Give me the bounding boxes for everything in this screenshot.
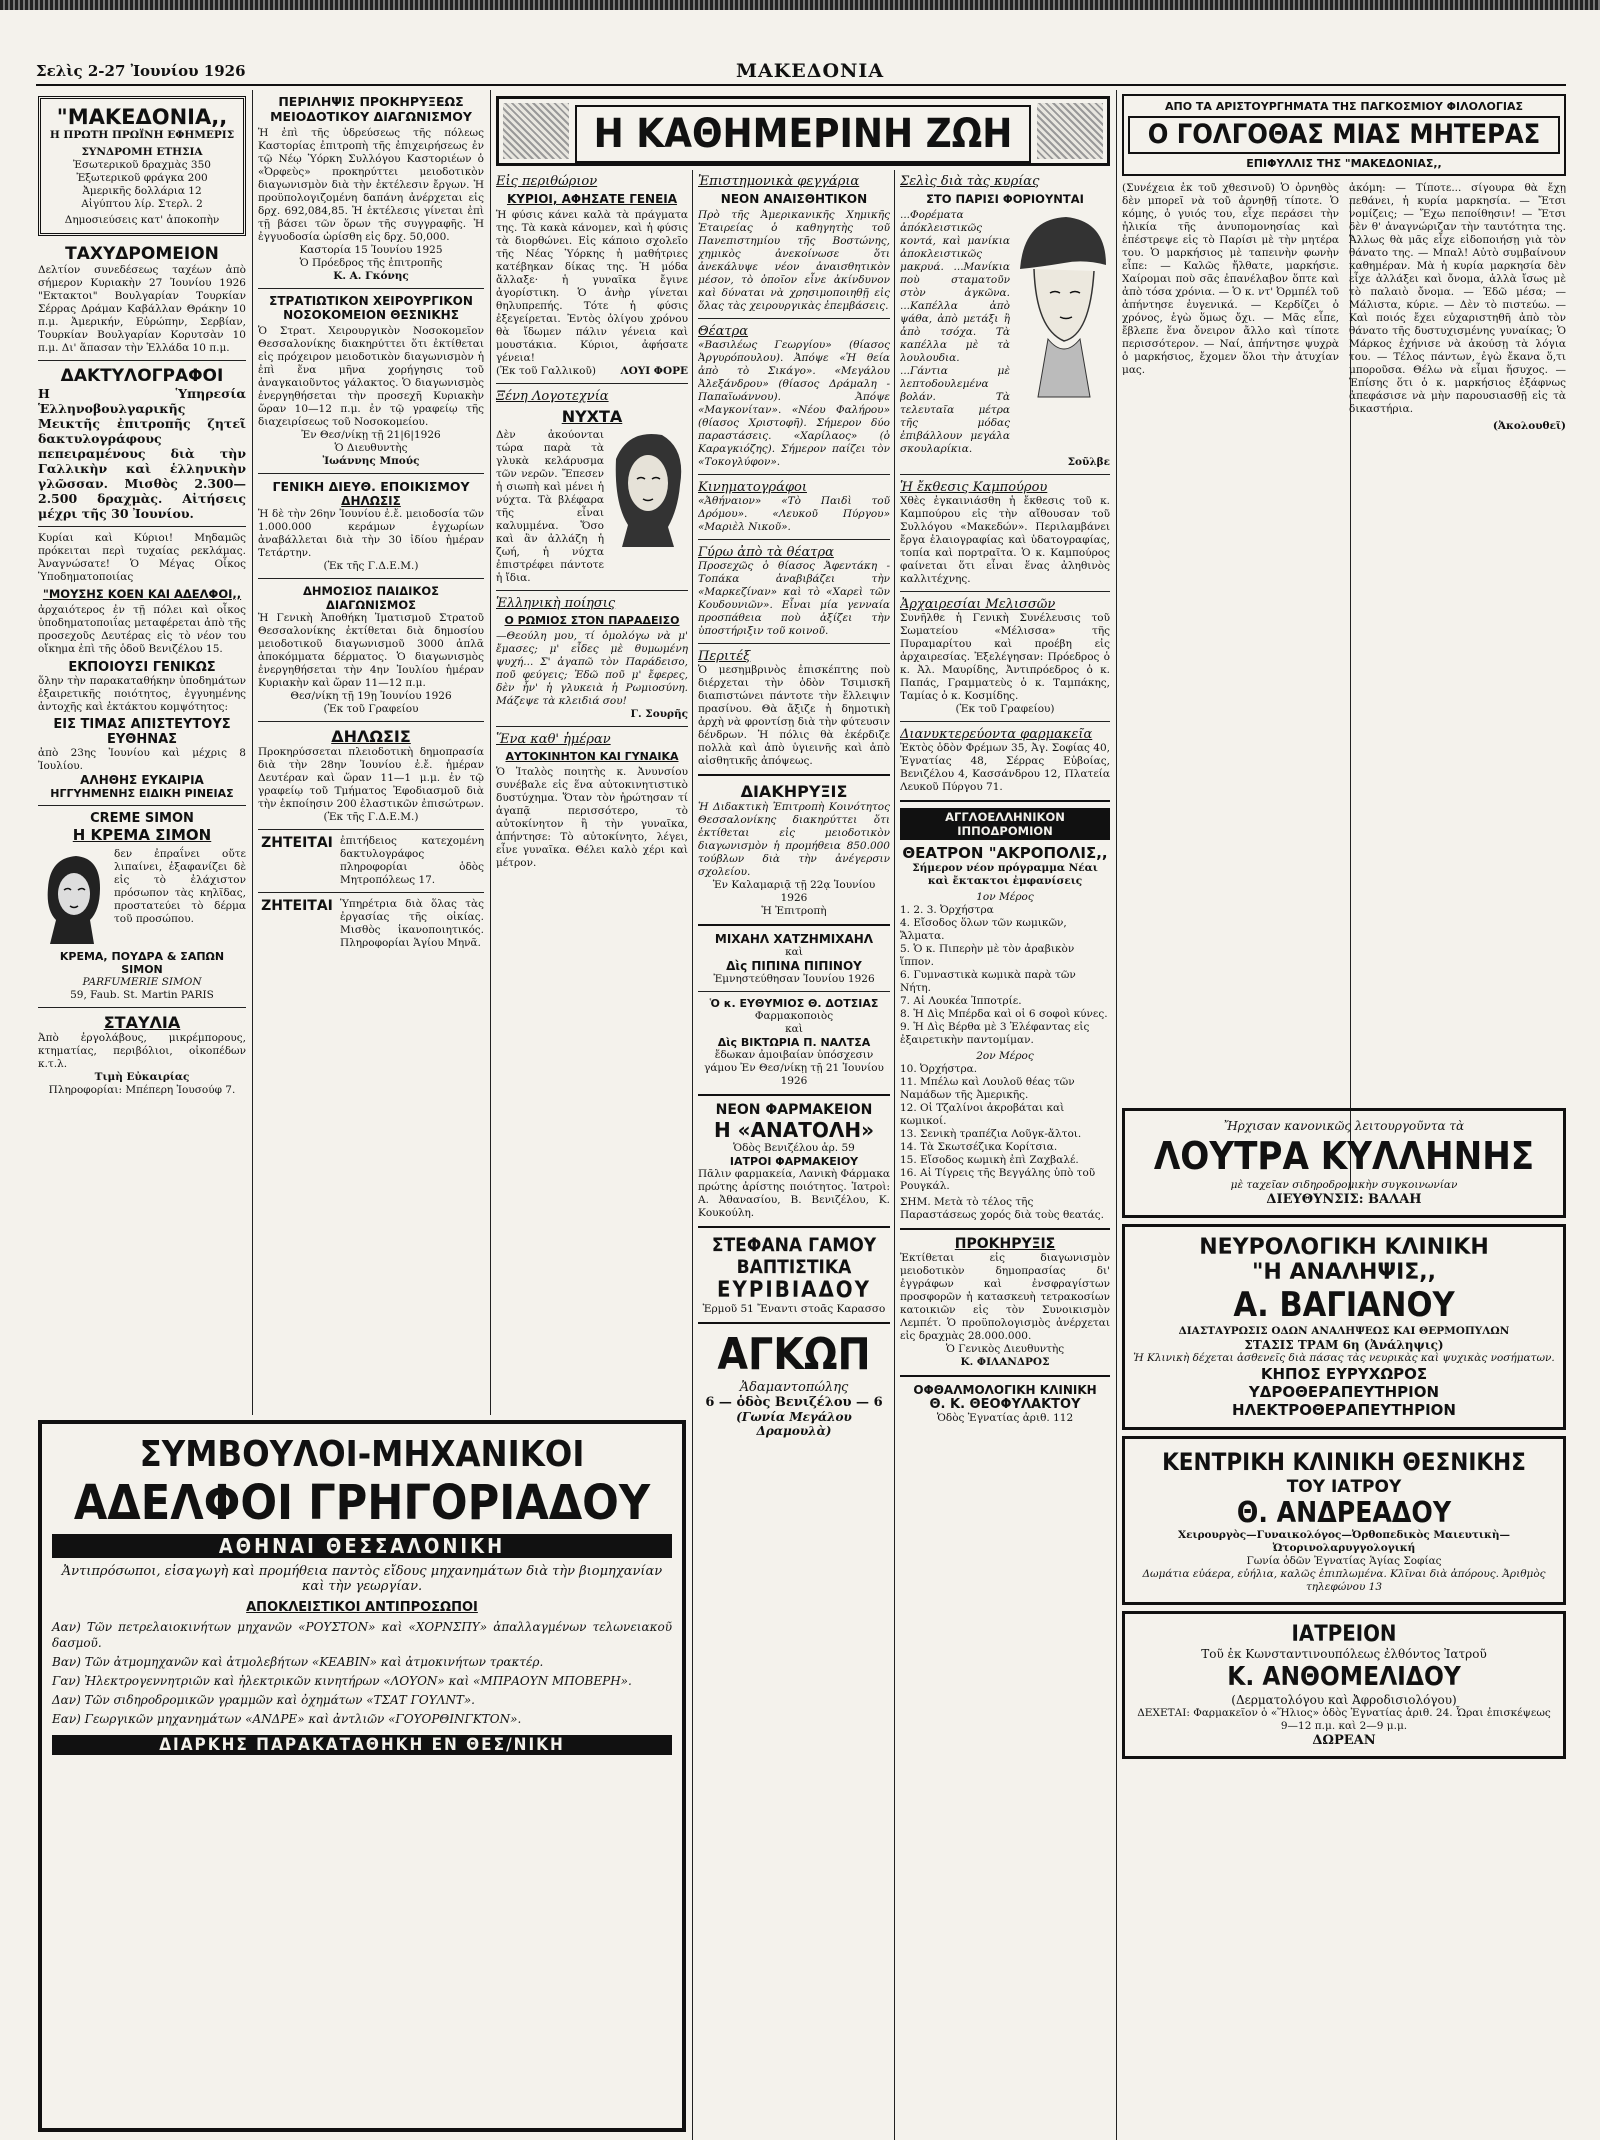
baths-title: ΛΟΥΤΡΑ ΚΥΛΛΗΝΗΣ xyxy=(1153,1134,1535,1178)
serial-title: Ο ΓΟΛΓΟΘΑΣ ΜΙΑΣ ΜΗΤΕΡΑΣ xyxy=(1128,116,1560,154)
article-text: ...Φορέματα ἀπόκλειστικῶς κοντά, καὶ μανίκια ἀποκλειστικῶς μακρυά. ...Μανίκια ποὺ σταματοῦν στὸν ἀγκῶνα. ...Καπέλλα ἀπὸ ψάθα, ἀπὸ μετάξι ἢ ἀπὸ τσόχα. Τὰ καπέλλα μὲ τὰ λουλουδια. ...Γάντια μὲ λεπτοδουλεμένα βολάν. Τὰ τελευταῖα μέτρα τῆς μόδας ἐπιβάλλουν μεγάλα σκουλαρίκια. xyxy=(900,209,1010,455)
clinic-ad xyxy=(1122,1611,1566,1759)
column-divider xyxy=(252,90,253,1415)
ad-line: Γαν) Ἠλεκτρογεννητριῶν καὶ ἠλεκτρικῶν κινητήρων «ΛΟΥΟΝ» καὶ «ΜΠΡΑΟΥΝ ΜΠΟΒΕΡΗ». xyxy=(52,1674,632,1688)
clinic-doctor: Κ. ΑΝΘΟΜΕΛΙΔΟΥ xyxy=(1227,1662,1461,1692)
engagement-note: Ἐμνηστεύθησαν Ἰουνίου 1926 xyxy=(713,973,875,985)
eye-clinic-name: Θ. Κ. ΘΕΟΦΥΛΑΚΤΟΥ xyxy=(929,1397,1081,1412)
grigoriadis-ad xyxy=(38,1420,686,2132)
typists-text: Η Ὑπηρεσία Ἑλληνοβουλγαρικῆς Μεικτῆς ἐπιτροπῆς ζητεῖ δακτυλογράφους πεπειραμένους διὰ τὴν Γαλλικὴν καὶ ἑλληνικὴν γλῶσσαν. Μισθὸς 2.300—2.500 δραχμὰς. Αἰτήσεις μέχρι τῆς 30 Ἰουνίου. xyxy=(38,386,246,521)
hospital-sign: Ὁ Διευθυντὴς xyxy=(334,442,408,454)
sale-guarantee: ΗΓΓΥΗΜΕΝΗΣ ΕΙΔΙΚΗ ΡΙΝΕΙΑΣ xyxy=(50,787,234,800)
supply-from: (Ἐκ τῆς Γ.Δ.Ε.Μ.) xyxy=(323,560,419,572)
supply-text: Ἡ δὲ τὴν 26ην Ἰουνίου ἐ.ἔ. μειοδοσία τῶν 1.000.000 κεράμων ἐγχωρίων ἀναβάλλεται διὰ τὴν 30 ἰδίου ἡμέραν Τετάρτην. xyxy=(258,508,484,559)
clinic-free: ΔΩΡΕΑΝ xyxy=(1312,1733,1376,1748)
theatre-note: ΣΗΜ. Μετὰ τὸ τέλος τῆς Παραστάσεως χορός διὰ τοὺς θεατάς. xyxy=(900,1196,1104,1221)
column-divider xyxy=(1116,90,1117,2140)
theatre-name: ΘΕΑΤΡΟΝ "ΑΚΡΟΠΟΛΙΣ,, xyxy=(902,844,1108,862)
subscription-line: Ἐσωτερικοῦ δραχμὰς 350 xyxy=(73,159,211,171)
program-item: 4. Εἴσοδος ὅλων τῶν κωμικῶν, Ἄλματα. xyxy=(900,917,1067,942)
ad-title-2: ΑΔΕΛΦΟΙ ΓΡΗΓΟΡΙΑΔΟΥ xyxy=(73,1475,651,1531)
ad-sub: Ἀντιπρόσωποι, εἰσαγωγὴ καὶ προμήθεια παντὸς εἴδους μηχανημάτων διὰ τὴν βιομηχανίαν καὶ τὴν γεωργίαν. xyxy=(61,1564,663,1594)
woman-hat-illustration xyxy=(1014,209,1110,399)
clinic-text: ΔΕΧΕΤΑΙ: Φαρμακεῖον ὁ «Ἥλιος» ὁδὸς Ἐγνατίας ἀριθ. 24. Ὧραι ἐπισκέψεως 9—12 π.μ. καὶ 2—9 μ.μ. xyxy=(1137,1707,1551,1732)
serial-text-left: (Συνέχεια ἐκ τοῦ χθεσινοῦ) Ὁ ὀρνηθὸς δὲν μπορεῖ νὰ τοῦ ἀρνηθῇ τίποτε. Ὁ κόμης, ὁ γυιός του, εἶχε περάσει τὴν ἡλικία τῆς ἀνυπομονησίας καὶ ἐπέστρεψε εἰς τὸ Παρίσι μὲ τὴν μητέρα του. Ὁ μαρκήσιος μὲ ταπεινὴν φωνὴν εἶπε: — Καλῶς ἤλθατε, μαρκήσιε. Χαίρομαι ποὺ σᾶς ἐπανέλαβον ὅπτε καὶ ἀπὸ τόσα χρόνια. — Ὁ κ. ντ' Ὀρμπέλ τοῦ ἀπήντησε ἐυγενικά. — Κερδίζει ὁ χρόνος, ἐγὼ ὅμως ὄχι. — Μᾶς εἶπε, ἔβλεπε ἕνα ὄνειρον ἄλλο καὶ τίποτε περισσότερον. — Ναί, ἀπήντησε ψυχρὰ ὁ μαρκήσιος, ἔχομεν ὅλοι τὴν ἀτυχίαν μας. xyxy=(1122,182,1339,376)
article-text: «Βασιλέως Γεωργίου» (θίασος Ἀργυρόπουλου). Ἀπόψε «Ἡ θεία ἀπὸ τὸ Σικάγο». «Μεγάλου Ἀλεξάνδρου» (θίασος Δράμαλη - Παπαϊωάννου). Ἀπόψε «Μαγκονίταν». «Νέου Φαλήρου» (θίασος Χριστοφῆ). Σήμερον δύο παραστάσεις. «Χαρίλαος» (ὁ Καραγκιόζης). Σήμερον παίζει τὸν «Τοκογλύφον». xyxy=(698,339,890,468)
eye-clinic-title: ΟΦΘΑΛΜΟΛΟΓΙΚΗ ΚΛΙΝΙΚΗ xyxy=(913,1383,1097,1397)
wanted-title: ΖΗΤΕΙΤΑΙ xyxy=(261,898,333,914)
ad-line: Βαν) Τῶν ἀτμομηχανῶν καὶ ἀτμολεβήτων «ΚΕΑΒΙΝ» καὶ ἀτμοκινήτων τρακτέρ. xyxy=(52,1655,544,1669)
engagement-groom: ΜΙΧΑΗΛ ΧΑΤΖΗΜΙΧΑΗΛ xyxy=(714,932,874,946)
neuro-garden: ΚΗΠΟΣ ΕΥΡΥΧΩΡΟΣ xyxy=(1260,1365,1428,1383)
contest-name: Κ. Α. Γκόνης xyxy=(333,270,409,282)
shoe-notice: Κυρίαι καὶ Κύριοι! Μηδαμῶς πρόκειται περὶ τυχαίας ρεκλάμας. Ἀναγνώσατε! Ὁ Μέγας Οἶκος Ὑποδηματοποιίας xyxy=(38,532,246,583)
article-author: ΛΟΥΙ ΦΟΡΕ xyxy=(620,365,688,377)
column-6 xyxy=(1122,94,1566,2134)
engagement-and: καὶ xyxy=(785,1023,803,1035)
section-head: Εἰς περιθώριον xyxy=(496,174,598,189)
baths-director: ΔΙΕΥΘΥΝΣΙΣ: ΒΑΛΑΗ xyxy=(1266,1192,1422,1207)
section-head: Ἑλληνικὴ ποίησις xyxy=(496,596,616,611)
section-head: Γύρω ἀπὸ τὰ θέατρα xyxy=(698,545,834,560)
supply-sub: ΔΗΛΩΣΙΣ xyxy=(341,494,401,508)
serial-continued: (Ἀκολουθεῖ) xyxy=(1492,420,1566,432)
post-title: ΤΑΧΥΔΡΟΜΕΙΟΝ xyxy=(65,244,219,264)
section-head: Περιτέξ xyxy=(698,649,751,664)
article-title: ΝΕΟΝ ΑΝΑΙΣΘΗΤΙΚΟΝ xyxy=(720,192,868,206)
eye-clinic-address: Ὁδὸς Ἐγνατίας ἀριθ. 112 xyxy=(936,1412,1074,1424)
wanted-text: Ὑπηρέτρια διὰ ὅλας τὰς ἐργασίας τῆς οἰκίας. Μισθὸς ἱκανοποιητικός. Πληροφορίαι Ἁγίου Μηνᾶ. xyxy=(340,898,484,949)
banner-ornament-left xyxy=(503,103,569,159)
neuro-hydro: ΥΔΡΟΘΕΡΑΠΕΥΤΗΡΙΟΝ xyxy=(1248,1383,1440,1401)
stables-text: Ἀπὸ ἐργολάβους, μικρέμπορους, κτηματίας, περιβόλιοι, οἰκοπέδων κ.τ.λ. xyxy=(38,1032,246,1070)
wanted-title: ΖΗΤΕΙΤΑΙ xyxy=(261,835,333,851)
program-item: 7. Αἱ Λουκέα Ἰπποτρίε. xyxy=(900,995,1022,1007)
ad-footer: ΔΙΑΡΚΗΣ ΠΑΡΑΚΑΤΑΘΗΚΗ ΕΝ ΘΕΣ/ΝΙΚΗ xyxy=(52,1735,672,1755)
ad-lines xyxy=(52,1619,672,1727)
article-text: «Ἀθήναιον» «Τὸ Παιδὶ τοῦ Δρόμου». «Λευκοῦ Πύργου» «Μαριὲλ Νικοῦ». xyxy=(698,495,890,533)
subscription-subtitle: Η ΠΡΩΤΗ ΠΡΩΪΝΗ ΕΦΗΜΕΡΙΣ xyxy=(49,129,235,141)
article-text: —Θεούλη μου, τί ὁμολόγω νὰ μ' ἔμασες; μ' εἶδες μὲ θυμωμένη ψυχή... Σ' ἀγαπῶ τὸν Παράδεισο, ποῦ φεύγεις; Ἐδῶ ποῦ μ' ἔφερες, δὲν ἦν' ἡ γλυκειὰ ἡ Ρωμιοσύνη. Μάζεψε τὰ κλειδιά σου! xyxy=(496,630,688,707)
subscription-line: Αἰγύπτου λίρ. Στερλ. 2 xyxy=(81,198,203,210)
shoe-shop-name: "ΜΟΥΣΗΣ ΚΟΕΝ ΚΑΙ ΑΔΕΛΦΟΙ,, xyxy=(42,587,242,601)
shoe-shop-text: ἀρχαιότερος ἐν τῇ πόλει καὶ οἶκος ὑποδηματοποιΐας μεταφέρεται ἀπὸ τῆς προσεχοῦς Δευτέρας εἰς τὸ νέον του οἴκημα ἐπὶ τῆς ὁδοῦ Βενιζέλου 15. xyxy=(38,604,246,655)
public-date: Θεσ/νίκη τῇ 19ῃ Ἰουνίου 1926 xyxy=(290,690,452,702)
theatre-program-part2 xyxy=(900,1063,1110,1193)
banner-ornament-right xyxy=(1037,103,1103,159)
section-head: Ἡ ἔκθεσις Καμπούρου xyxy=(900,480,1048,495)
central-title: ΚΕΝΤΡΙΚΗ ΚΛΙΝΙΚΗ ΘΕΣΝΙΚΗΣ xyxy=(1162,1448,1526,1476)
program-item: 5. Ὁ κ. Πιπερὴν μὲ τὸν ἀραβικὸν ἵππον. xyxy=(900,943,1075,968)
sale-price-text: ἀπὸ 23ης Ἰουνίου καὶ μέχρις 8 Ἰουλίου. xyxy=(38,747,246,772)
subscription-line: Ἀμερικῆς δολλάρια 12 xyxy=(82,185,202,197)
program-item: 12. Οἱ Τζαλίνοι ἀκροβάται καὶ κωμικοί. xyxy=(900,1102,1065,1127)
header-rule xyxy=(36,84,1566,86)
serial-header xyxy=(1122,94,1566,176)
program-item: 8. Ἡ Δὶς Μπέρδα καὶ οἱ 6 σοφοὶ κύνες. xyxy=(900,1008,1108,1020)
article-title: ΑΥΤΟΚΙΝΗΤΟΝ ΚΑΙ ΓΥΝΑΙΚΑ xyxy=(505,750,679,763)
section-head: Ἐπιστημονικὰ φεγγάρια xyxy=(698,174,860,189)
program-item: 1. 2. 3. Ὀρχήστρα xyxy=(900,904,994,916)
article-title: ΣΤΟ ΠΑΡΙΣΙ ΦΟΡΙΟΥΝΤΑΙ xyxy=(926,192,1084,206)
article-title: ΚΥΡΙΟΙ, ΑΦΗΣΑΤΕ ΓΕΝΕΙΑ xyxy=(506,192,678,206)
notice-name: Κ. ΦΙΛΑΝΔΡΟΣ xyxy=(960,1356,1050,1368)
article-text: Πρὸ τῆς Ἀμερικανικῆς Χημικῆς Ἑταιρείας ὁ καθηγητὴς τοῦ Πανεπιστημίου τῆς Βοστώνης, χημικὸς ἀνεκοίνωσε ὅτι ἀνεκάλυψε νέον ἀναισθητικὸν μέσον, τὸ ὁποῖον εἶνε ἀκίνδυνον καὶ δύναται νὰ χρησιμοποιηθῇ εἰς ὅλας τὰς χειρουργικὰς ἐπεμβάσεις. xyxy=(698,209,890,312)
contest-text: Ἡ ἐπὶ τῆς ὑδρεύσεως τῆς πόλεως Καστορίας ἐπιτροπὴ τῆς ἐπιχειρήσεως ἐν τῷ Νέῳ Ὑόρκη Συλλόγου Καστοριέων ὁ «Ὀρφεὺς» προκηρύττει μειοδοτικὸν διαγωνισμὸν διὰ τὴν ἐκτέλεσιν ἔργων. Ἡ προϋπολογιζομένη δαπάνη ἀνέρχεται εἰς δρχ. 692,084,85. Ἡ ἐκτέλεσις γίνεται ἐπὶ τῇ βάσει τῶν ὅρων τῆς συγγραφῆς. Ἡ ἐγγυοδοσία ὡρίσθη εἰς δρχ. 50,000. xyxy=(258,127,484,243)
pharmacy-title: ΝΕΟΝ ΦΑΡΜΑΚΕΙΟΝ xyxy=(715,1102,873,1118)
stables-title: ΣΤΑΥΛΙΑ xyxy=(103,1013,181,1032)
neuro-name: "Η ΑΝΑΛΗΨΙΣ,, xyxy=(1251,1260,1437,1285)
banner-title: Η ΚΑΘΗΜΕΡΙΝΗ ΖΩΗ xyxy=(575,105,1031,163)
article-text: Χθὲς ἐγκαινιάσθη ἡ ἔκθεσις τοῦ κ. Καμπούρου εἰς τὴν αἴθουσαν τοῦ Συλλόγου «Μακεδών». Περιλαμβάνει ἔργα ἐλαιογραφίας καὶ ὑδατογραφίας, τοπία καὶ πορτραῖτα. Ὁ κ. Καμπούρος φαίνεται ὅτι εἶναι ἕνας ἀληθινὸς καλλιτέχνης. xyxy=(900,495,1110,585)
agkop-sub: Ἀδαμαντοπώλης xyxy=(739,1380,849,1395)
hospital-text: Ὁ Στρατ. Χειρουργικὸν Νοσοκομεῖον Θεσσαλονίκης διακηρύττει ὅτι ἐκτίθεται εἰς πρόχειρον μειοδοτικὸν διαγωνισμὸν ἡ ἐπὶ ἕνα μῆνα χορήγησις τοῦ ἀναγκαιοῦντος γάλακτος. Ὁ διαγωνισμὸς ἐνεργηθήσεται τὴν προσεχῆ Κυριακὴν ὥραν 10—12 π.μ. ἐν τῷ γραφείῳ τῆς διαχειρίσεως τοῦ Νοσοκομείου. xyxy=(258,325,484,428)
column-divider xyxy=(490,90,491,1415)
article-author: Σοῦλβε xyxy=(1067,456,1110,468)
declaration-from: (Ἐκ τῆς Γ.Δ.Ε.Μ.) xyxy=(323,811,419,823)
announce-text: Ἡ Διδακτικὴ Ἐπιτροπὴ Κοινότητος Θεσσαλονίκης διακηρύττει ὅτι ἐκτίθεται εἰς μειοδοτικὸν διαγωνισμὸν ἡ προμήθεια 850.000 τούβλων διὰ τὴν ἀνέγερσιν σχολείου. xyxy=(698,801,890,878)
cream-text: δεν ἐπραΐνει οὔτε λιπαίνει, ἐξαφανίζει δὲ εἰς τὸ ἐλάχιστον πρόσωπον τὰς κηλῖδας, προστατεύει τὸ δέρμα τοῦ προσώπου. xyxy=(114,848,246,925)
poem-text: Δὲν ἀκούονται τώρα παρὰ τὰ γλυκὰ κελάρυσμα τῶν νερῶν. Ἔπεσεν ἡ σιωπὴ καὶ μένει ἡ νύχτα. Τὰ βλέφαρα τῆς εἶναι καλυμμένα. Ὅσο καὶ ἂν ἀλλάζη ἡ ζωή, ἡ νύχτα ἐπιστρέφει πάντοτε ἡ ἴδια. xyxy=(496,429,604,584)
contest-sign: Ὁ Πρόεδρος τῆς ἐπιτροπῆς xyxy=(299,257,443,269)
neuro-text: Ἡ Κλινικὴ δέχεται ἀσθενεῖς διὰ πάσας τὰς νευρικὰς καὶ ψυχικὰς νοσήματων. xyxy=(1133,1352,1555,1364)
pharmacy-address: Ὁδὸς Βενιζέλου ἀρ. 59 xyxy=(733,1142,855,1154)
engagement-groom: Ὁ κ. ΕΥΘΥΜΙΟΣ Θ. ΔΟΤΣΙΑΣ xyxy=(709,997,879,1010)
article-author: Γ. Σουρῆς xyxy=(630,708,688,720)
neuro-doctor: Α. ΒΑΓΙΑΝΟΥ xyxy=(1233,1285,1455,1325)
ad-line: Εαν) Γεωργικῶν μηχανημάτων «ΑΝΔΡΕ» καὶ ἀντλιῶν «ΓΟΥΟΡΘΙΝΓΚΤΟΝ». xyxy=(52,1712,522,1726)
serial-text-right: ἀκόμη: — Τίποτε... σίγουρα θὰ ἔχῃ πεθάνει, ἡ κυρία μαρκησία. — Ἔτσι νομίζεις; — Ἔχω πεποίθησιν! — Ἔτσι δὲν θ' ἀναγνώριζαν τὴν ταυτότητα της. Ἄλλως θὰ μᾶς εἶχε εἰδοποιήσῃ γιὰ τὸν θάνατο της. — Μπαλ! Αὐτὸ συμβαίνουν καθημέραν. Μὰ ἡ κυρία μαρκησία δὲν εἶχε ἀλλάξει καὶ ὄνομα, ἀλλὰ ἴσως μὲ τὸ παλαιὸ ὄνομα. — Ἐδῶ μέσα; — Μάλιστα, κύριε. — Δὲν τὸ πιστεύω. — Καὶ ποιός ἔχει εὐχαριστηθῆ ἀπὸ τὸν θάνατο τῆς δυστυχισμένης γυναίκας; Ὁ Μάρκος ἐχήνισε νὰ ἀκούσῃ τὰ λόγια του. — Τέλος πάντων, ἐγὼ ἔκανα ὅ,τι μποροῦσα. Θέλω νὰ εἶμαι ἥσυχος. — Ἐπίσης ὅτι ὁ κ. μαρκήσιος ἐξάφνως ἀπεφάσισε νὰ μὴν παρουσιασθῇ εἰς τὰ δικαστήρια. xyxy=(1349,182,1566,415)
section-head: Διανυκτερεύοντα φαρμακεῖα xyxy=(900,727,1093,742)
column-2 xyxy=(258,94,484,1416)
ad-title-1: ΣΥΜΒΟΥΛΟΙ-ΜΗΧΑΝΙΚΟΙ xyxy=(139,1434,585,1475)
central-sub: ΤΟΥ ΙΑΤΡΟΥ xyxy=(1286,1477,1402,1497)
subscription-line: Ἐξωτερικοῦ φράγκα 200 xyxy=(76,172,208,184)
agkop-corner: (Γωνία Μεγάλου Δραμουλὰ) xyxy=(736,1410,852,1438)
neuro-electro: ΗΛΕΚΤΡΟΘΕΡΑΠΕΥΤΗΡΙΟΝ xyxy=(1232,1401,1456,1419)
notice-text: Ἐκτίθεται εἰς διαγωνισμὸν μειοδοτικὸν δημοπρασίας δι' ἐγγράφων καὶ ἐνσφραγίστων προσφορῶν ἡ κατασκευὴ τετρακοσίων κατοικιῶν εἰς τὸν Συνοικισμὸν Λεμπέτ. Ὁ προϋπολογισμὸς ἀνέρχεται εἰς δραχμὰς 28.000.000. xyxy=(900,1252,1110,1342)
program-item: 13. Σενικὴ τραπέζια Λοῦγκ-ἄλτοι. xyxy=(900,1128,1082,1140)
sale-real: ΑΛΗΘΗΣ ΕΥΚΑΙΡΙΑ xyxy=(80,773,204,787)
section-head: Ξένη Λογοτεχνία xyxy=(496,389,609,404)
clinic-title: ΙΑΤΡΕΙΟΝ xyxy=(1291,1622,1397,1647)
hospital-date: Ἐν Θεσ/νίκῃ τῇ 21|6|1926 xyxy=(301,429,441,441)
stables-where: Πληροφορίαι: Μπέπερη Ἰουσούφ 7. xyxy=(48,1084,236,1096)
pharmacy-name: Η «ΑΝΑΤΟΛΗ» xyxy=(713,1118,875,1142)
daily-life-banner xyxy=(496,96,1110,166)
cream-address: 59, Faub. St. Martin PARIS xyxy=(70,989,214,1001)
column-1 xyxy=(38,96,246,1416)
page-date: Σελὶς 2-27 Ἰουνίου 1926 xyxy=(36,62,246,80)
theatre-part2: 2ον Μέρος xyxy=(976,1050,1034,1062)
wanted-text: ἐπιτήδειος κατεχομένη δακτυλογράφος πληροφορίαι ὁδὸς Μητροπόλεως 17. xyxy=(340,835,484,886)
central-clinic-ad xyxy=(1122,1436,1566,1605)
public-text: Ἡ Γενικὴ Ἀποθήκη Ἰματισμοῦ Στρατοῦ Θεσσαλονίκης ἐκτίθεται διὰ δημοσίου μειοδοτικοῦ διαγωνισμοῦ 3000 ἀπλᾶ ἀποκόμματα δέρματος. Ὁ διαγωνισμὸς ἐνεργηθήσεται τὴν 4ην Ἰουλίου ἡμέραν Κυριακὴν καὶ ὥραν 11—12 π.μ. xyxy=(258,612,484,689)
section-head: Ἕνα καθ' ἡμέραν xyxy=(496,732,611,747)
column-divider xyxy=(894,170,895,2140)
central-doctor: Θ. ΑΝΔΡΕΑΔΟΥ xyxy=(1236,1496,1452,1529)
announce-date: Ἐν Καλαμαριᾷ τῇ 22ᾳ Ἰουνίου 1926 xyxy=(712,879,876,904)
section-head: Κινηματογράφοι xyxy=(698,480,807,495)
engagement-role: Φαρμακοποιὸς xyxy=(754,1010,834,1022)
sale-price-heading: ΕΙΣ ΤΙΜΑΣ ΑΠΙΣΤΕΥΤΟΥΣ ΕΥΘΗΝΑΣ xyxy=(53,717,231,747)
baths-ad xyxy=(1122,1108,1566,1218)
contest-title: ΠΕΡΙΛΗΨΙΣ ΠΡΟΚΗΡΥΞΕΩΣ ΜΕΙΟΔΟΤΙΚΟΥ ΔΙΑΓΩΝΙΣΜΟΥ xyxy=(270,94,472,124)
hospital-name: Ἰωάννης Μπούς xyxy=(322,455,420,467)
neuro-stop: ΣΤΑΣΙΣ ΤΡΑΜ 6η (Ἀνάληψις) xyxy=(1244,1338,1444,1352)
serial-top: ΑΠΟ ΤΑ ΑΡΙΣΤΟΥΡΓΗΜΑΤΑ ΤΗΣ ΠΑΓΚΟΣΜΙΟΥ ΦΙΛΟΛΟΓΙΑΣ xyxy=(1165,100,1523,113)
neuro-title: ΝΕΥΡΟΛΟΓΙΚΗ ΚΛΙΝΙΚΗ xyxy=(1199,1235,1489,1260)
article-text: Συνῆλθε ἡ Γενικὴ Συνέλευσις τοῦ Σωματείου «Μέλισσα» τῆς Πυραμαρίτου καὶ προέβη εἰς ἀρχαιρεσίας. Ἐξελέγησαν: Πρόεδρος ὁ κ. Ἀλ. Μαυρίδης, Ἀντιπρόεδρος ὁ κ. Παπάς, Γραμματεὺς ὁ κ. Ταμπάκης, Ταμίας ὁ κ. Κοσμίδης. xyxy=(900,612,1110,702)
engagement-bride: Δὶς ΒΙΚΤΩΡΙΑ Π. ΝΑΛΤΣΑ xyxy=(717,1036,871,1049)
ad-head: ΑΠΟΚΛΕΙΣΤΙΚΟΙ ΑΝΤΙΠΡΟΣΩΠΟΙ xyxy=(246,1600,478,1615)
cream-maker: ΚΡΕΜΑ, ΠΟΥΔΡΑ & ΣΑΠΩΝ SIMON xyxy=(59,950,225,976)
theatre-program-part1 xyxy=(900,904,1110,1047)
serial-sub: ΕΠΙΦΥΛΛΙΣ ΤΗΣ "ΜΑΚΕΔΟΝΙΑΣ,, xyxy=(1246,157,1442,170)
cream-brand: CREME SIMON xyxy=(90,811,194,826)
supply-title: ΓΕΝΙΚΗ ΔΙΕΥΘ. ΕΠΟΙΚΙΣΜΟΥ xyxy=(272,479,470,494)
cream-title: Η ΚΡΕΜΑ ΣΙΜΟΝ xyxy=(72,826,212,844)
top-ornament xyxy=(0,0,1600,10)
typists-title: ΔΑΚΤΥΛΟΓΡΑΦΟΙ xyxy=(60,366,224,386)
section-head: Ἀρχαιρεσίαι Μελισσῶν xyxy=(900,597,1056,612)
declaration-title: ΔΗΛΩΣΙΣ xyxy=(331,727,411,746)
subscription-box xyxy=(38,96,246,236)
article-text: Ὁ Ἰταλὸς ποιητὴς κ. Ἀνυνσίου συνέβαλε εἰς ἕνα αὐτοκινητιστικὸ δυστύχημα. Ὅταν τὸν ἠρώτησαν τί ἀγαπᾷ περισσότερο, τὸ αὐτοκίνητον ἢ τὴν γυναῖκα, ἀπήντησε: Τὸ αὐτοκίνητο, λέγει, εἶνε γυναῖκα. Θέλει καλὸ χέρι καὶ μέτρον. xyxy=(496,766,688,869)
article-text: Ὁ μεσημβρινὸς ἐπισκέπτης ποὺ διέρχεται τὴν ὁδὸν Τσιμισκῆ διαπιστώνει πάντοτε τὴν ἔλλειψιν πρασίνου. Θὰ ἄξιζε ἡ δημοτικὴ ἀρχὴ νὰ φροντίσῃ διὰ τὴν φύτευσιν δένδρων. Ἡ πόλις θὰ ἐκέρδιζε πολλὰ καὶ ἀπὸ ὑγιεινῆς καὶ ἀπὸ αἰσθητικῆς ἀπόψεως. xyxy=(698,664,890,767)
clinic-spec: (Δερματολόγου καὶ Ἀφροδισιολόγου) xyxy=(1231,1693,1457,1707)
program-item: 6. Γυμναστικὰ κωμικὰ παρὰ τῶν Νήτη. xyxy=(900,969,1076,994)
program-item: 10. Ὀρχήστρα. xyxy=(900,1063,978,1075)
contest-date: Καστορία 15 Ἰουνίου 1925 xyxy=(299,244,443,256)
central-address: Γωνία ὁδῶν Ἐγνατίας Ἁγίας Σοφίας xyxy=(1246,1555,1442,1567)
woman-face-illustration xyxy=(608,429,688,549)
subscription-heading: ΣΥΝΔΡΟΜΗ ΕΤΗΣΙΑ xyxy=(81,146,203,158)
neuro-sub: ΔΙΑΣΤΑΥΡΩΣΙΣ ΟΔΩΝ ΑΝΑΛΗΨΕΩΣ ΚΑΙ ΘΕΡΜΟΠΥΛΩΝ xyxy=(1178,1325,1510,1337)
ad-line: Ααν) Τῶν πετρελαιοκινήτων μηχανῶν «ΡΟΥΣΤΟΝ» καὶ «ΧΟΡΝΣΠΥ» ἀπαλλαγμένων τελωνειακοῦ δασμοῦ. xyxy=(52,1620,672,1650)
column-divider xyxy=(692,170,693,2140)
article-text: Προσεχῶς ὁ θίασος Ἀφεντάκη - Τοπάκα ἀναβιβάζει τὴν «Μαρκεζίναν» καὶ τὸ «Χαρεὶ τῶν Κουδουνιῶν». Εἶναι μία γενναία προσπάθεια ποὺ ἀξίζει τὴν ὑποστήριξιν τοῦ κοινοῦ. xyxy=(698,560,890,637)
program-item: 15. Εἴσοδος κωμικὴ ἐπὶ Ζαχβαλέ. xyxy=(900,1154,1079,1166)
program-item: 9. Ἡ Δὶς Βέρθα μὲ 3 Ἐλέφαντας εἰς ἐξαιρετικὴν παντομίμαν. xyxy=(900,1021,1090,1046)
post-text: Δελτίον συνεδέσεως ταχέων ἀπὸ σήμερον Κυριακὴν 27 Ἰουνίου 1926 "Εκτακτοι" Βουλγαρίαν Τουρκίαν Σέρρας Δράμαν Καβάλλαν Θράκην 10 π.μ. Ἀμερικήν, Εὐρώπην, Σερβίαν, Τουρκίαν Βουλγαρίαν Κορυτσὰν 10 π.μ. Δι' ἅπασαν τὴν Ἑλλάδα 10 π.μ. xyxy=(38,264,246,354)
program-item: 14. Τὰ Σκωτσέζικα Κορίτσια. xyxy=(900,1141,1058,1153)
program-item: 16. Αἱ Τίγρεις τῆς Βεγγάλης ὑπὸ τοῦ Ρουγκάλ. xyxy=(900,1167,1096,1192)
column-5 xyxy=(900,174,1110,2134)
pharmacy-doctors-heading: ΙΑΤΡΟΙ ΦΑΡΜΑΚΕΙΟΥ xyxy=(729,1155,859,1168)
woman-portrait-illustration xyxy=(38,848,108,946)
masthead-title: ΜΑΚΕΔΟΝΙΑ xyxy=(736,60,885,82)
article-source: (Ἐκ τοῦ Γραφείου) xyxy=(955,703,1055,715)
clinic-sub: Τοῦ ἐκ Κωνσταντινουπόλεως ἐλθόντος Ἰατροῦ xyxy=(1201,1647,1487,1661)
theatre-part1: 1ον Μέρος xyxy=(976,891,1034,903)
program-item: 11. Μπέλω καὶ Λουλοῦ θέας τῶν Ναμάδων τῆς Ἀμερικῆς. xyxy=(900,1076,1075,1101)
agkop-address: 6 — ὁδὸς Βενιζέλου — 6 xyxy=(705,1395,883,1410)
ad-cities: ΑΘΗΝΑΙ ΘΕΣΣΑΛΟΝΙΚΗ xyxy=(52,1534,672,1558)
central-text: Δωμάτια εὐάερα, εὐήλια, καλῶς ἐπιπλωμένα. Κλῖναι διὰ ἀπόρους. Ἀριθμὸς τηλεφώνου 13 xyxy=(1142,1568,1546,1593)
hippodrome-title: ΑΓΓΛΟΕΛΛΗΝΙΚΟΝ ΙΠΠΟΔΡΟΜΙΟΝ xyxy=(900,808,1110,840)
article-source: (Ἐκ τοῦ Γαλλικοῦ) xyxy=(496,365,596,377)
subscription-line: Δημοσιεύσεις κατ' ἀποκοπὴν xyxy=(64,214,220,226)
announce-sign: Ἡ Ἐπιτροπὴ xyxy=(761,905,827,917)
engagement-and: καὶ xyxy=(785,946,803,958)
engagement-bride: Δὶς ΠΙΠΙΝΑ ΠΙΠΙΝΟΥ xyxy=(726,959,862,973)
declaration-text: Προκηρύσσεται πλειοδοτικὴ δημοπρασία διὰ τὴν 28ην Ἰουνίου ἐ.ἔ. ἡμέραν Δευτέραν καὶ ὥραν 11—1 μ.μ. ἐν τῷ γραφείῳ τοῦ Τμήματος Ἐφοδιασμοῦ διὰ τὴν ἐκποίησιν 200 ἐλαστικῶν ἐπισώτρων. xyxy=(258,746,484,810)
cream-paris: PARFUMERIE SIMON xyxy=(82,976,202,988)
ad-line: Δαν) Τῶν σιδηροδρομικῶν γραμμῶν καὶ ὀχημάτων «ΤΣΑΤ ΓΟΥΛΝΤ». xyxy=(52,1693,475,1707)
central-spec: Χειρουργὸς—Γυναικολόγος—Ὀρθοπεδικὸς Μαιευτικὴ—Ὠτορινολαρυγγολογική xyxy=(1177,1529,1511,1554)
agkop-name: ΑΓΚΩΠ xyxy=(717,1329,871,1380)
wreath-title: ΣΤΕΦΑΝΑ ΓΑΜΟΥ ΒΑΠΤΙΣΤΙΚΑ xyxy=(711,1234,877,1278)
article-text: Ἡ φύσις κάνει καλὰ τὰ πράγματα της. Τὰ κακὰ κάνομεν, καὶ ἡ φύσις τὰ διορθώνει. Εἰς κάποιο σχολεῖο τῆς Νέας Ὑόρκης ἡ μαθήτριες κατέβηκαν δίκας της. Ἡ μόδα ἄλλαξε· ἡ γυναῖκα ἔγινε ἀγορίστικη. Ὁ ἀνὴρ γίνεται θηλυπρεπής. Τότε ἡ φύσις ἐξεγείρεται. Ἐντὸς ὀλίγου χρόνου θὰ ἴδωμεν πάλιν γένεια καὶ μουστάκια. Κύριοι, ἀφήσατε γένεια! xyxy=(496,209,688,364)
baths-top: Ἤρχισαν κανονικῶς λειτουργοῦντα τὰ xyxy=(1223,1119,1465,1133)
article-text: Ἐκτὸς ὁδὸν Φρέμων 35, Ἀγ. Σοφίας 40, Ἐγνατίας 48, Σέρρας Εὐβοίας, Βενιζέλου 4, Κασσάνδρου 12, Πλατεία Λευκοῦ Πύργου 71. xyxy=(900,742,1110,793)
section-head: Θέατρα xyxy=(698,324,749,339)
wreath-shop: ΕΥΡΙΒΙΑΔΟΥ xyxy=(717,1278,871,1303)
public-title: ΔΗΜΟΣΙΟΣ ΠΑΙΔΙΚΟΣ ΔΙΑΓΩΝΙΣΜΟΣ xyxy=(302,584,440,612)
sale-title: ΕΚΠΟΙΟΥΣΙ ΓΕΝΙΚΩΣ xyxy=(68,660,216,675)
page-header xyxy=(36,60,1566,82)
subscription-title: "ΜΑΚΕΔΟΝΙΑ,, xyxy=(56,105,228,129)
theatre-sub: Σήμερον νέον πρόγραμμα Νέαι καὶ ἔκτακτοι ἐμφανίσεις xyxy=(912,862,1098,887)
column-4 xyxy=(698,174,890,2134)
baths-sub: μὲ ταχεῖαν σιδηροδρομικὴν συγκοινωνίαν xyxy=(1230,1179,1458,1191)
engagement-note: ἔδωκαν ἀμοιβαίαν ὑπόσχεσιν γάμου Ἐν Θεσ/νίκῃ τῇ 21 Ἰουνίου 1926 xyxy=(704,1049,884,1087)
column-3 xyxy=(496,174,688,1414)
public-from: (Ἐκ τοῦ Γραφείου xyxy=(323,703,419,715)
announce-title: ΔΙΑΚΗΡΥΞΙΣ xyxy=(740,782,848,801)
wreath-address: Ἑρμοῦ 51 Ἔναντι στοᾶς Καρασσο xyxy=(702,1303,886,1315)
poem-title: ΝΥΧΤΑ xyxy=(561,407,623,426)
neuro-clinic-ad xyxy=(1122,1224,1566,1430)
pharmacy-text: Πᾶλιν φαρμακεία, Λανικὴ Φάρμακα πρώτης ἀρίστης ποιότητος. Ἰατροὶ: Α. Ἀθανασίου, Β. Βενιζέλου, Κ. Κουκούλη. xyxy=(698,1168,890,1219)
notice-title: ΠΡΟΚΗΡΥΞΙΣ xyxy=(954,1236,1056,1252)
notice-sign: Ὁ Γενικὸς Διευθυντὴς xyxy=(945,1343,1065,1355)
stables-price: Τιμὴ Εὐκαιρίας xyxy=(94,1071,190,1083)
section-head: Σελὶς διὰ τὰς κυρίας xyxy=(900,174,1040,189)
sale-text: ὅλην τὴν παρακαταθήκην ὑποδημάτων ἐξαιρετικῆς ποιότητος, ἐγγυημένης ἀντοχῆς καὶ ἐκτάκτου κομψότητος: xyxy=(38,675,246,713)
article-title: Ο ΡΩΜΙΟΣ ΣΤΟΝ ΠΑΡΑΔΕΙΣΟ xyxy=(504,614,680,627)
hospital-title: ΣΤΡΑΤΙΩΤΙΚΟΝ ΧΕΙΡΟΥΡΓΙΚΟΝ ΝΟΣΟΚΟΜΕΙΟΝ ΘΕΣΝΙΚΗΣ xyxy=(269,294,473,322)
